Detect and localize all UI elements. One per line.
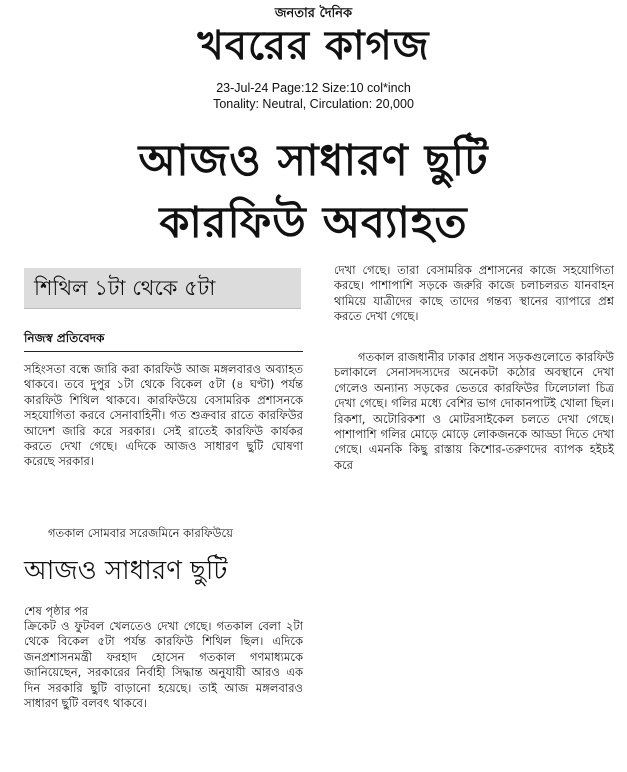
masthead-kicker: জনতার দৈনিক <box>274 6 353 21</box>
continuation-paragraph: ক্রিকেট ও ফুটবল খেলতেও দেখা গেছে। গতকাল বেলা ২টা থেকে বিকেল ৫টা পর্যন্ত কারফিউ শিথিল ছিল। এদিকে জনপ্রশাসনমন্ত্রী ফরহাদ হোসেন গতকাল গণমাধ্যমকে জানিয়েছেন, সরকারের নির্বাহী সিদ্ধান্ত অনুযায়ী আরও এক দিন সরকারি ছুটি বাড়ানো হয়েছে। তাই আজ মঙ্গলবারও সাধারণ ছুটি বলবৎ থাকবে। <box>24 619 303 711</box>
continuation-label: শেষ পৃষ্ঠার পর <box>24 604 89 618</box>
article-paragraph-2: গতকাল সোমবার সরেজমিনে কারফিউয়ে <box>48 526 233 540</box>
byline-rule <box>24 351 303 352</box>
headline-line1: আজও সাধারণ ছুটি <box>138 136 489 186</box>
headline-line2: কারফিউ অব্যাহত <box>159 198 468 248</box>
right-paragraph-1: দেখা গেছে। তারা বেসামরিক প্রশাসনের কাজে সহযোগিতা করছে। পাশাপাশি সড়কে জরুরি কাজে চলাচলরত যানবাহন থামিয়ে যাত্রীদের কাছে তাদের গন্তব্য স্থানের ব্যাপারে প্রশ্ন করতে দেখা গেছে। <box>334 263 614 324</box>
continuation-headline: আজও সাধারণ ছুটি <box>24 556 228 586</box>
headline <box>0 130 627 254</box>
byline: নিজস্ব প্রতিবেদক <box>24 331 105 345</box>
article-paragraph-1: সহিংসতা বন্ধে জারি করা কারফিউ আজ মঙ্গলবারও অব্যাহত থাকবে। তবে দুপুর ১টা থেকে বিকেল ৫টা (৪ ঘণ্টা) পর্যন্ত কারফিউ শিথিল থাকবে। কারফিউয়ে বেসামরিক প্রশাসনকে সহযোগিতা করবে সেনাবাহিনী। গত শুক্রবার রাতে কারফিউর আদেশ জারি করে সরকার। সেই রাতেই কারফিউ কার্যকর করতে দেখা গেছে। এদিকে আজও সাধারণ ছুটি ঘোষণা করেছে সরকার। <box>24 362 303 469</box>
clip-meta-line1: 23-Jul-24 Page:12 Size:10 col*inch <box>216 81 411 95</box>
clip-meta-line2: Tonality: Neutral, Circulation: 20,000 <box>213 97 414 111</box>
masthead-title: খবরের কাগজ <box>197 23 430 69</box>
kicker-text: শিথিল ১টা থেকে ৫টা <box>34 276 216 300</box>
clip-meta <box>0 80 627 112</box>
right-paragraph-2: গতকাল রাজধানীর ঢাকার প্রধান সড়কগুলোতে কারফিউ চলাকালে সেনাসদস্যদের অনেকটা কঠোর অবস্থানে দেখা গেলেও অন্যান্য সড়কের ভেতরে কারফিউর ঢিলেঢালা চিত্র দেখা গেছে। গলির মধ্যে বেশির ভাগ দোকানপাটই খোলা ছিল। রিকশা, অটোরিকশা ও মোটরসাইকেল চলতে দেখা গেছে। পাশাপাশি গলির মোড়ে মোড়ে লোকজনকে আড্ডা দিতে দেখা গেছে। এমনকি কিছু রাস্তায় কিশোর-তরুণদের ব্যাপক হইচই করে <box>334 350 614 472</box>
